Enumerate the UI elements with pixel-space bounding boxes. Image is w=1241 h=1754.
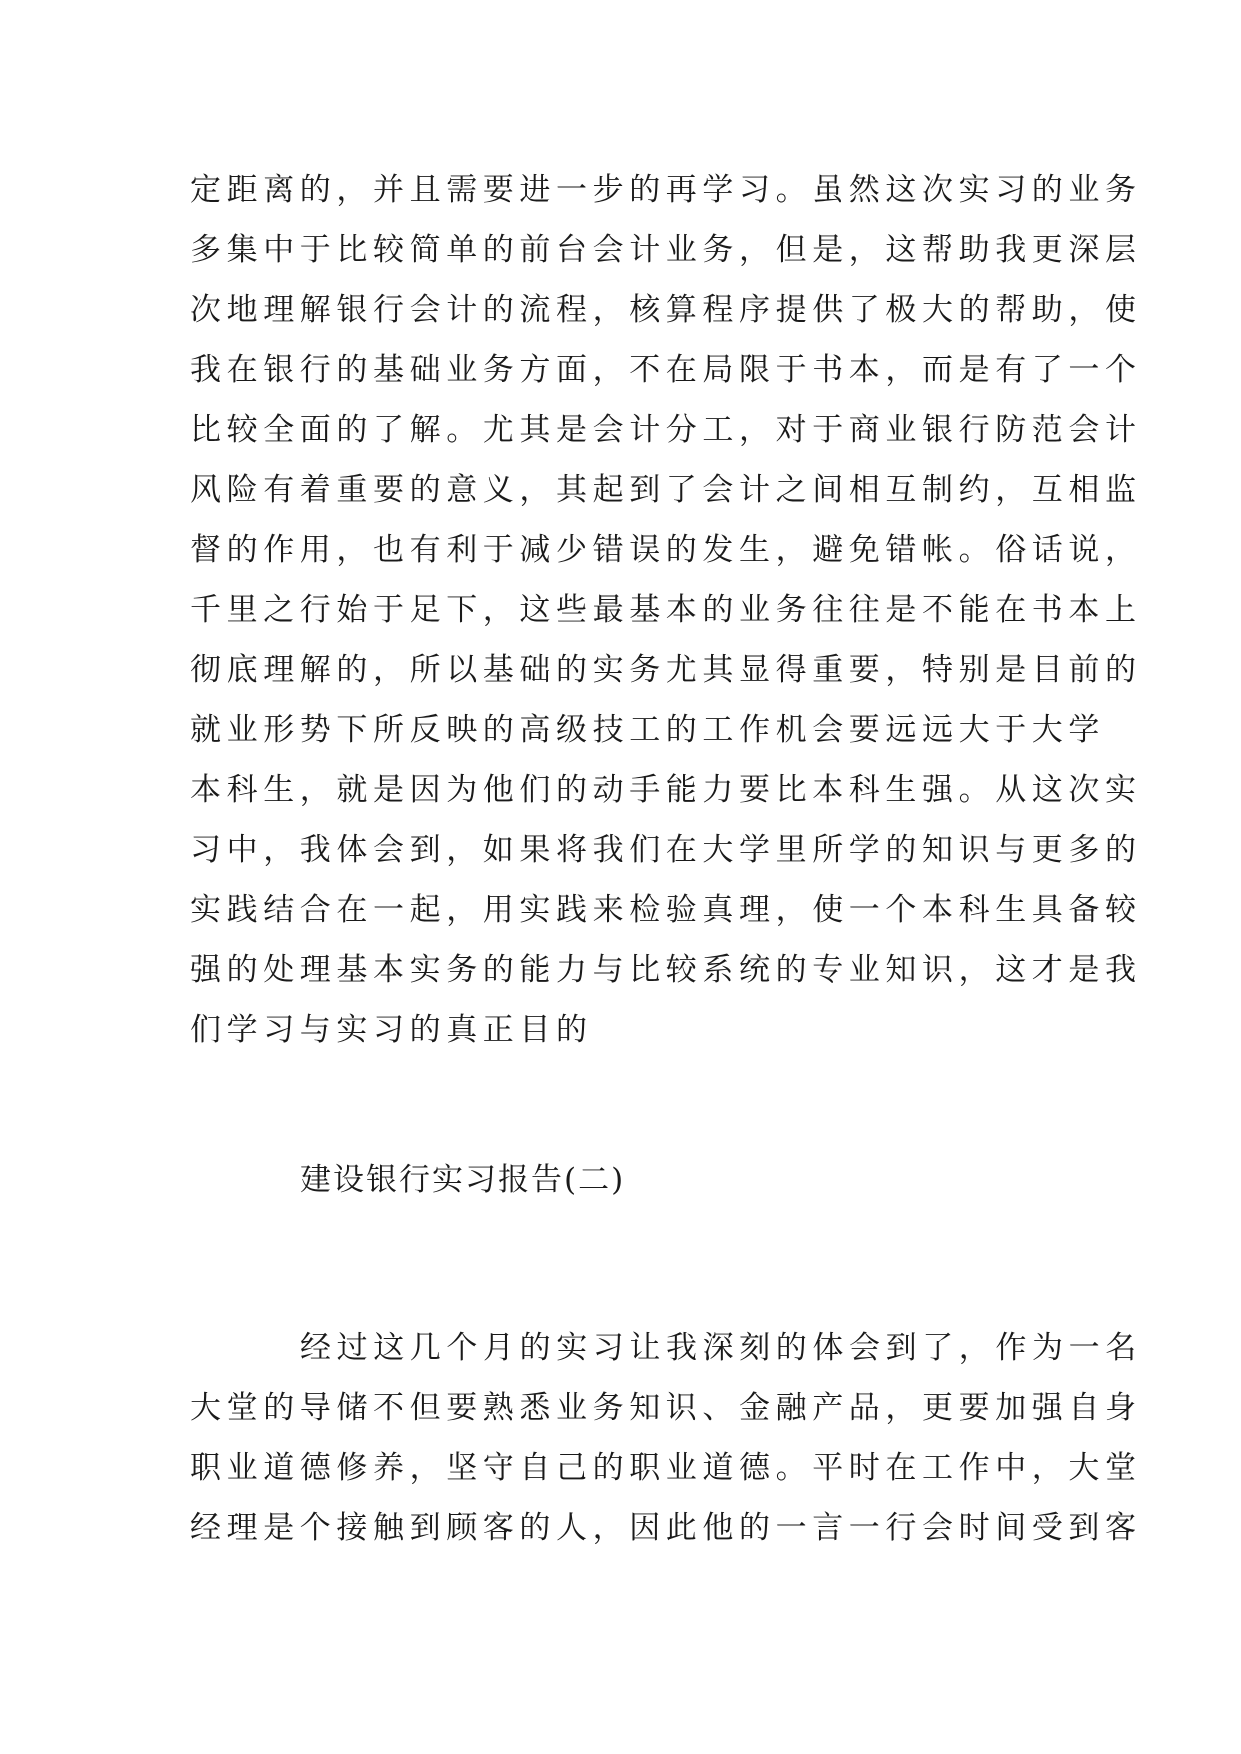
text-line: 定距离的，并且需要进一步的再学习。虽然这次实习的业务 <box>190 172 1142 208</box>
text-line: 们学习与实习的真正目的 <box>190 1012 593 1048</box>
paragraph-1 <box>190 160 1142 1060</box>
text-line: 次地理解银行会计的流程，核算程序提供了极大的帮助，使 <box>190 292 1142 328</box>
text-line: 就业形势下所反映的高级技工的工作机会要远远大于大学 <box>190 712 1105 748</box>
section-heading: 建设银行实习报告(二) <box>300 1162 626 1198</box>
text-line: 比较全面的了解。尤其是会计分工，对于商业银行防范会计 <box>190 412 1142 448</box>
text-line: 我在银行的基础业务方面，不在局限于书本，而是有了一个 <box>190 352 1142 388</box>
text-line: 本科生，就是因为他们的动手能力要比本科生强。从这次实 <box>190 772 1142 808</box>
paragraph-2 <box>190 1318 1142 1558</box>
text-line: 实践结合在一起，用实践来检验真理，使一个本科生具备较 <box>190 892 1142 928</box>
text-line: 大堂的导储不但要熟悉业务知识、金融产品，更要加强自身 <box>190 1390 1142 1426</box>
text-line: 强的处理基本实务的能力与比较系统的专业知识，这才是我 <box>190 952 1142 988</box>
text-line: 多集中于比较简单的前台会计业务，但是，这帮助我更深层 <box>190 232 1142 268</box>
text-line: 职业道德修养，坚守自己的职业道德。平时在工作中，大堂 <box>190 1450 1142 1486</box>
text-line: 经过这几个月的实习让我深刻的体会到了，作为一名 <box>300 1330 1142 1366</box>
text-line: 习中，我体会到，如果将我们在大学里所学的知识与更多的 <box>190 832 1142 868</box>
text-line: 经理是个接触到顾客的人，因此他的一言一行会时间受到客 <box>190 1510 1142 1546</box>
text-line: 风险有着重要的意义，其起到了会计之间相互制约，互相监 <box>190 472 1142 508</box>
text-line: 彻底理解的，所以基础的实务尤其显得重要，特别是目前的 <box>190 652 1142 688</box>
text-line: 千里之行始于足下，这些最基本的业务往往是不能在书本上 <box>190 592 1142 628</box>
text-line: 督的作用，也有利于减少错误的发生，避免错帐。俗话说， <box>190 532 1142 568</box>
